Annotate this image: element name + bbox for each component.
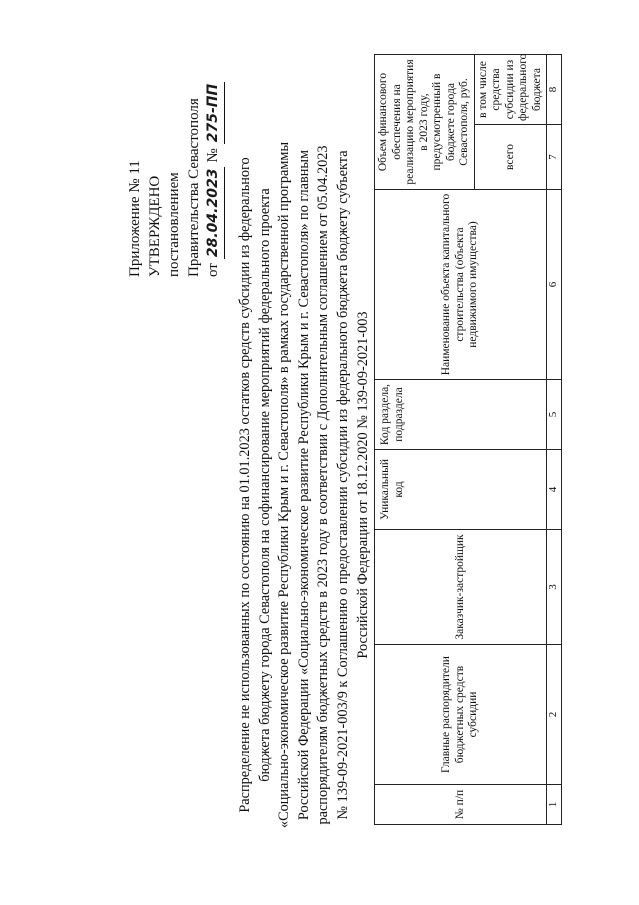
heading-line: «Социально-экономическое развитие Республики Крым и г. Севастополя» в рамках государственной программы bbox=[276, 141, 293, 829]
table-header-row bbox=[375, 55, 475, 825]
column-number: 5 bbox=[547, 380, 562, 450]
date-prefix: от bbox=[205, 263, 221, 277]
heading-line: Распределение не использованных по состоянию на 01.01.2023 остатков средств субсидии из федерального bbox=[237, 157, 253, 813]
heading-line: распорядителям бюджетных средств в 2023 году в соответствии с Дополнительным соглашением от 05.04.2023 bbox=[315, 145, 332, 825]
heading-line: № 139-09-2021-003/9 к Соглашению о предоставлении субсидии из федерального бюджета бюджету субъекта bbox=[334, 150, 351, 820]
by-decree-text: постановлением bbox=[166, 172, 182, 277]
government-text: Правительства Севастополя bbox=[185, 98, 202, 277]
header-customer-developer: Заказчик-застройщик bbox=[375, 530, 547, 645]
header-num: № п/п bbox=[375, 785, 547, 825]
heading-line: Российской Федерации от 18.12.2020 № 139-09-2021-003 bbox=[354, 311, 371, 659]
decree-date-line bbox=[204, 17, 225, 277]
header-main-distributors: Главные распорядители бюджетных средств субсидии bbox=[375, 645, 547, 785]
header-unique-code: Уникальный код bbox=[375, 450, 547, 530]
header-federal-subsidy: в том числе средства субсидии из федерального бюджета bbox=[474, 55, 547, 125]
approval-block bbox=[126, 17, 225, 277]
column-number: 6 bbox=[547, 190, 562, 380]
annex-number: Приложение № 11 bbox=[127, 160, 143, 277]
distribution-table bbox=[374, 54, 562, 825]
column-number-row bbox=[547, 55, 562, 825]
handwritten-date: 28.04.2023 bbox=[204, 167, 225, 260]
heading-line: бюджета бюджету города Севастополя на софинансирование мероприятий федерального проекта bbox=[256, 188, 273, 782]
document-heading bbox=[236, 125, 373, 845]
column-number: 7 bbox=[547, 125, 562, 190]
handwritten-number: 275-ПП bbox=[204, 82, 225, 144]
column-number: 8 bbox=[547, 55, 562, 125]
heading-line: Российской Федерации «Социально-экономическое развитие Республики Крым и г. Севастополя» по главным bbox=[295, 149, 312, 821]
header-section-code: Код раздела, подраздела bbox=[375, 380, 547, 450]
column-number: 4 bbox=[547, 450, 562, 530]
column-number: 1 bbox=[547, 785, 562, 825]
header-object-name: Наименование объекта капитального строительства (объекта недвижимого имущества) bbox=[375, 190, 547, 380]
header-funding-volume: Объем финансового обеспечения на реализацию мероприятия в 2023 году, предусмотренный в бюджете города Севастополя, руб. bbox=[375, 55, 475, 190]
column-number: 3 bbox=[547, 530, 562, 645]
column-number: 2 bbox=[547, 645, 562, 785]
header-total: всего bbox=[474, 125, 547, 190]
number-prefix: № bbox=[205, 148, 221, 163]
approved-stamp-text: УТВЕРЖДЕНО bbox=[146, 175, 163, 277]
